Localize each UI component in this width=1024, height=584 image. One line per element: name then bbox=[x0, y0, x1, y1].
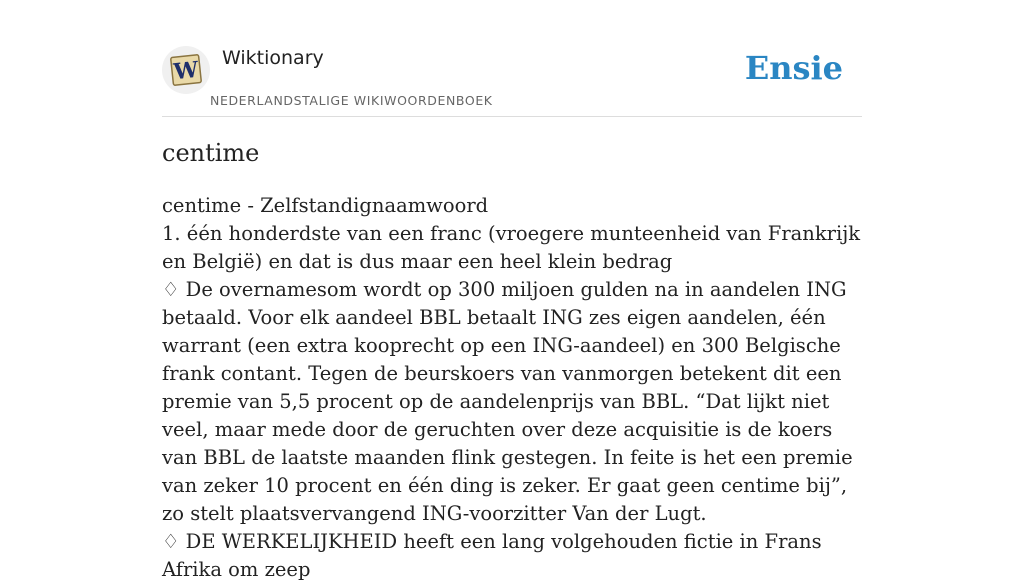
site-header bbox=[162, 46, 862, 117]
entry-definition: 1. één honderdste van een franc (vroegere munteenheid van Frankrijk en België) en dat is dus maar een heel klein bedrag bbox=[162, 222, 861, 273]
wiktionary-logo-icon bbox=[167, 51, 205, 89]
page-title: centime bbox=[162, 139, 260, 167]
wiktionary-logo[interactable] bbox=[162, 46, 210, 94]
entry-example: ♢ De overnamesom wordt op 300 miljoen gulden na in aandelen ING betaald. Voor elk aandeel BBL betaalt ING zes eigen aandelen, één warrant (een extra kooprecht op een ING-aandeel) en 300 Belgische frank contant. Tegen de beurskoers van vanmorgen betekent dit een premie van 5,5 procent op de aandelenprijs van BBL. “Dat lijkt niet veel, maar mede door de geruchten over deze acquisitie is de koers van BBL de laatste maanden flink gestegen. In feite is het een premie van zeker 10 procent en één ding is zeker. Er gaat geen centime bij”, zo stelt plaatsvervangend ING-voorzitter Van der Lugt. bbox=[162, 278, 853, 525]
site-title[interactable]: Wiktionary bbox=[222, 47, 324, 69]
site-subtitle: NEDERLANDSTALIGE WIKIWOORDENBOEK bbox=[210, 93, 493, 108]
ensie-brand-logo[interactable]: Ensie bbox=[744, 49, 843, 87]
entry-content bbox=[162, 192, 862, 584]
entry-heading: centime - Zelfstandignaamwoord bbox=[162, 194, 489, 217]
logo-letter: W bbox=[172, 56, 200, 86]
entry-example: ♢ DE WERKELIJKHEID heeft een lang volgehouden fictie in Frans Afrika om zeep bbox=[162, 530, 822, 581]
